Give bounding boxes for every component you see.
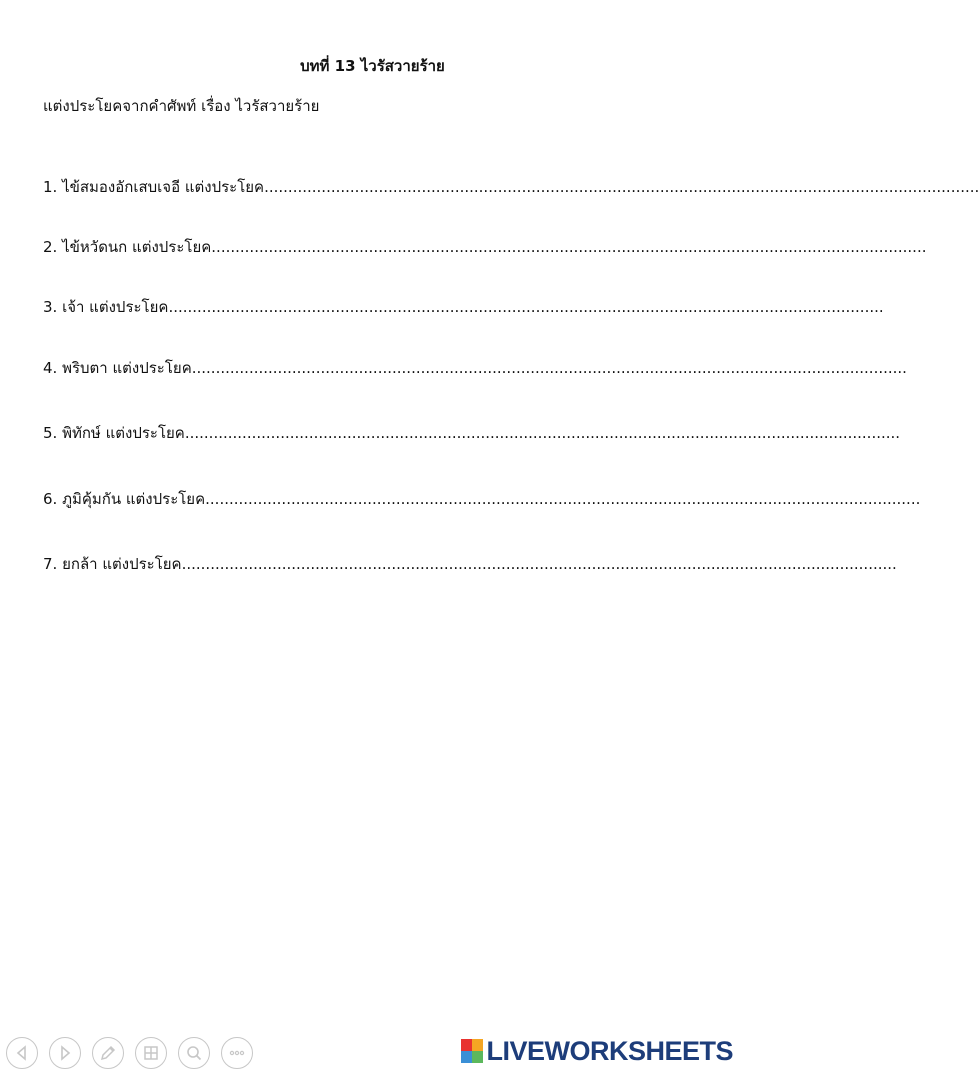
brand-name: LIVEWORKSHEETS	[486, 1035, 733, 1066]
brand[interactable]	[461, 1036, 733, 1066]
previous-button[interactable]	[6, 1037, 38, 1069]
question-row	[43, 236, 927, 258]
answer-line[interactable]: ......................................................................................................................................................	[205, 490, 921, 508]
zoom-button[interactable]	[178, 1037, 210, 1069]
question-row	[43, 488, 921, 510]
next-button[interactable]	[49, 1037, 81, 1069]
liveworksheets-logo-icon	[461, 1039, 483, 1063]
zoom-icon	[185, 1044, 203, 1062]
question-row	[43, 553, 897, 575]
toolbar	[6, 1037, 253, 1073]
answer-line[interactable]: ......................................................................................................................................................	[264, 178, 979, 196]
worksheet-title: บทที่ 13 ไวรัสวายร้าย	[300, 57, 445, 75]
pages-button[interactable]	[135, 1037, 167, 1069]
question-text: 3. เจ้า แต่งประโยค	[43, 298, 169, 316]
answer-line[interactable]: ......................................................................................................................................................	[191, 359, 907, 377]
question-row	[43, 357, 907, 379]
question-row	[43, 176, 979, 198]
more-icon	[228, 1044, 246, 1062]
answer-line[interactable]: ......................................................................................................................................................	[211, 238, 927, 256]
answer-line[interactable]: ......................................................................................................................................................	[168, 298, 884, 316]
previous-icon	[13, 1044, 31, 1062]
question-text: 2. ไข้หวัดนก แต่งประโยค	[43, 238, 212, 256]
next-icon	[56, 1044, 74, 1062]
question-row	[43, 422, 901, 444]
answer-line[interactable]: ......................................................................................................................................................	[181, 555, 897, 573]
pages-icon	[142, 1044, 160, 1062]
more-button[interactable]	[221, 1037, 253, 1069]
question-row	[43, 296, 884, 318]
question-text: 1. ไข้สมองอักเสบเจอี แต่งประโยค	[43, 178, 265, 196]
pencil-button[interactable]	[92, 1037, 124, 1069]
pencil-icon	[99, 1044, 117, 1062]
question-text: 6. ภูมิคุ้มกัน แต่งประโยค	[43, 490, 206, 508]
question-text: 4. พริบตา แต่งประโยค	[43, 359, 192, 377]
question-text: 5. พิทักษ์ แต่งประโยค	[43, 424, 185, 442]
answer-line[interactable]: ......................................................................................................................................................	[184, 424, 901, 442]
worksheet-instruction: แต่งประโยคจากคำศัพท์ เรื่อง ไวรัสวายร้าย	[43, 97, 320, 115]
question-text: 7. ยกล้า แต่งประโยค	[43, 555, 182, 573]
